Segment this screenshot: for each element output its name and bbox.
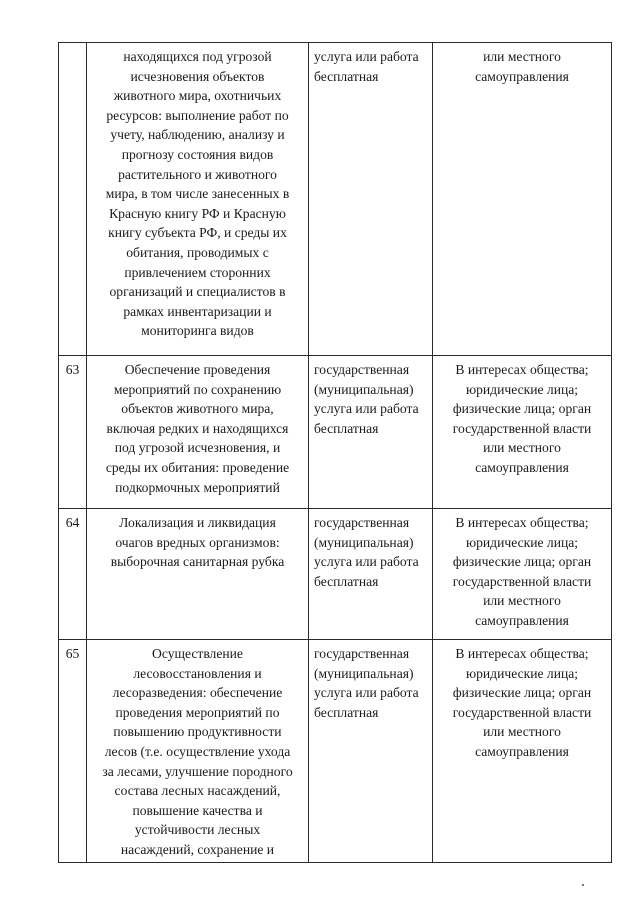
row-number-cell: 65 bbox=[59, 640, 87, 863]
service-name-cell: Локализация и ликвидация очагов вредных организмов: выборочная санитарная рубка bbox=[87, 509, 309, 640]
service-name-cell: находящихся под угрозой исчезновения объектов животного мира, охотничьих ресурсов: выполнение работ по учету, наблюдению, анализу и прогнозу состояния видов растительного и животного мира, в том числе занесенных в Красную книгу РФ и Красную книгу субъекта РФ, и среды их обитания, проводимых с привлечением сторонних организаций и специалистов в рамках инвентаризации и мониторинга видов bbox=[87, 43, 309, 356]
row-number-cell: 63 bbox=[59, 356, 87, 509]
consumers-cell: или местного самоуправления bbox=[433, 43, 612, 356]
service-type-cell: государственная (муниципальная) услуга или работа бесплатная bbox=[309, 356, 433, 509]
service-type-cell: государственная (муниципальная) услуга или работа бесплатная bbox=[309, 640, 433, 863]
table-row-continued bbox=[59, 43, 612, 356]
table-row-64 bbox=[59, 509, 612, 640]
row-number-cell bbox=[59, 43, 87, 356]
scan-speck bbox=[582, 884, 584, 886]
consumers-cell: В интересах общества; юридические лица; физические лица; орган государственной власти или местного самоуправления bbox=[433, 640, 612, 863]
service-type-cell: услуга или работа бесплатная bbox=[309, 43, 433, 356]
table-row-65 bbox=[59, 640, 612, 863]
services-table bbox=[58, 42, 612, 863]
consumers-cell: В интересах общества; юридические лица; физические лица; орган государственной власти или местного самоуправления bbox=[433, 356, 612, 509]
service-type-cell: государственная (муниципальная) услуга или работа бесплатная bbox=[309, 509, 433, 640]
table-row-63 bbox=[59, 356, 612, 509]
service-name-cell: Осуществление лесовосстановления и лесоразведения: обеспечение проведения мероприятий по повышению продуктивности лесов (т.е. осуществление ухода за лесами, улучшение породного состава лесных насаждений, повышение качества и устойчивости лесных насаждений, сохранение и bbox=[87, 640, 309, 863]
consumers-cell: В интересах общества; юридические лица; физические лица; орган государственной власти или местного самоуправления bbox=[433, 509, 612, 640]
service-name-cell: Обеспечение проведения мероприятий по сохранению объектов животного мира, включая редких и находящихся под угрозой исчезновения, и среды их обитания: проведение подкормочных мероприятий bbox=[87, 356, 309, 509]
row-number-cell: 64 bbox=[59, 509, 87, 640]
